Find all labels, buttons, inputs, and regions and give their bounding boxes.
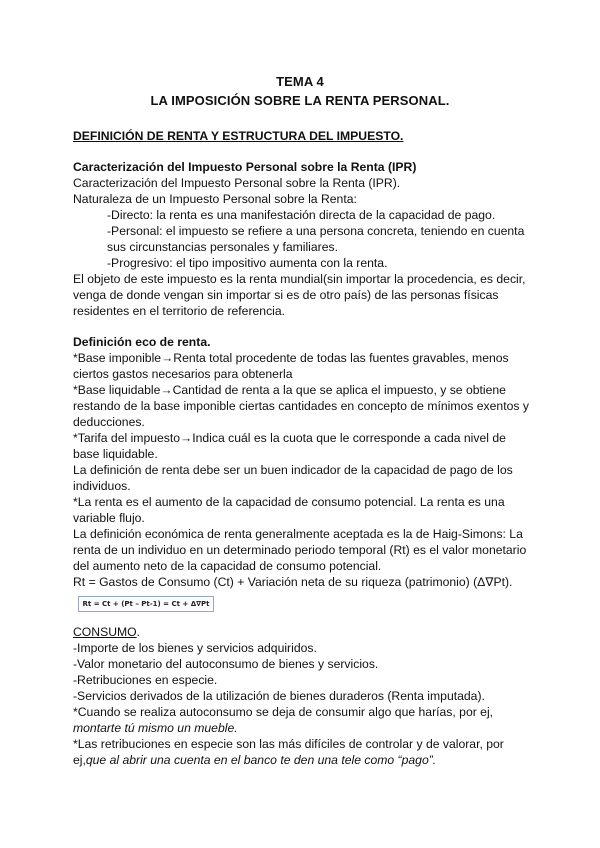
list-item: -Directo: la renta es una manifestación directa de la capacidad de pago.	[107, 208, 496, 222]
list-item: -Valor monetario del autoconsumo de bienes y servicios.	[73, 657, 379, 671]
paragraph-line: venga de donde vengan sin importar si es de otro país) de las personas físicas	[73, 288, 499, 302]
paragraph-line: *Las retribuciones en especie son las más difíciles de controlar y de valorar, por	[73, 737, 504, 751]
formula-text: Rt = Ct + (Pt – Pt-1) = Ct + Δ∇Pt	[82, 600, 210, 608]
paragraph-line: *Cuando se realiza autoconsumo se deja de consumir algo que harías, por ej,	[73, 705, 494, 719]
paragraph-line: *Base imponible→Renta total procedente de todas las fuentes gravables, menos	[73, 351, 509, 365]
paragraph-line: La definición de renta debe ser un buen indicador de la capacidad de pago de los	[73, 463, 513, 477]
paragraph-line: restando de la base imponible ciertas cantidades en concepto de mínimos exentos y	[73, 399, 529, 413]
paragraph-line: Caracterización del Impuesto Personal sobre la Renta (IPR).	[73, 176, 401, 190]
list-item: -Servicios derivados de la utilización de bienes duraderos (Renta imputada).	[73, 689, 485, 703]
example-prefix: ej,	[73, 753, 86, 767]
list-item: -Progresivo: el tipo impositivo aumenta con la renta.	[107, 256, 388, 270]
consumo-heading-dot: .	[136, 625, 141, 639]
list-item: -Personal: el impuesto se refiere a una persona concreta, teniendo en cuenta	[107, 224, 525, 238]
italic-example: que al abrir una cuenta en el banco te den una tele como “pago”.	[85, 753, 437, 767]
list-item: -Retribuciones en especie.	[73, 673, 218, 687]
list-item: -Importe de los bienes y servicios adquiridos.	[73, 641, 317, 655]
paragraph-line: ciertos gastos necesarios para obtenerla	[73, 367, 293, 381]
paragraph-line: El objeto de este impuesto es la renta mundial(sin importar la procedencia, es decir,	[73, 272, 526, 286]
italic-example: montarte tú mismo un mueble.	[73, 721, 238, 735]
section-heading: DEFINICIÓN DE RENTA Y ESTRUCTURA DEL IMPUESTO.	[73, 129, 404, 143]
paragraph-line: individuos.	[73, 479, 131, 493]
paragraph-line: del aumento neto de la capacidad de consumo potencial.	[73, 559, 382, 573]
paragraph-line: variable flujo.	[73, 511, 145, 525]
consumo-heading-wrap	[73, 625, 140, 640]
paragraph-line: Rt = Gastos de Consumo (Ct) + Variación neta de su riqueza (patrimonio) (Δ∇Pt).	[73, 575, 513, 589]
subheading-definicion: Definición eco de renta.	[73, 335, 211, 349]
formula-image	[78, 596, 214, 612]
paragraph-line: *Base liquidable→Cantidad de renta a la que se aplica el impuesto, y se obtiene	[73, 383, 506, 397]
paragraph-line-mixed	[73, 753, 436, 768]
paragraph-line: La definición económica de renta generalmente aceptada es la de Haig-Simons: La	[73, 527, 523, 541]
document-title-line-1: TEMA 4	[276, 74, 324, 89]
paragraph-line: *Tarifa del impuesto→Indica cuál es la cuota que le corresponde a cada nivel de	[73, 431, 506, 445]
paragraph-line: deducciones.	[73, 415, 145, 429]
subheading-caracterizacion: Caracterización del Impuesto Personal sobre la Renta (IPR)	[73, 160, 417, 174]
list-item: sus circunstancias personales y familiares.	[107, 240, 338, 254]
paragraph-line: *La renta es el aumento de la capacidad de consumo potencial. La renta es una	[73, 495, 505, 509]
document-title-line-2: LA IMPOSICIÓN SOBRE LA RENTA PERSONAL.	[150, 93, 450, 108]
paragraph-line: residentes en el territorio de referencia.	[73, 304, 286, 318]
consumo-heading: CONSUMO	[73, 625, 137, 639]
paragraph-line: base liquidable.	[73, 447, 158, 461]
paragraph-line: renta de un individuo en un determinado periodo temporal (Rt) es el valor monetario	[73, 543, 527, 557]
paragraph-line: Naturaleza de un Impuesto Personal sobre la Renta:	[73, 192, 357, 206]
